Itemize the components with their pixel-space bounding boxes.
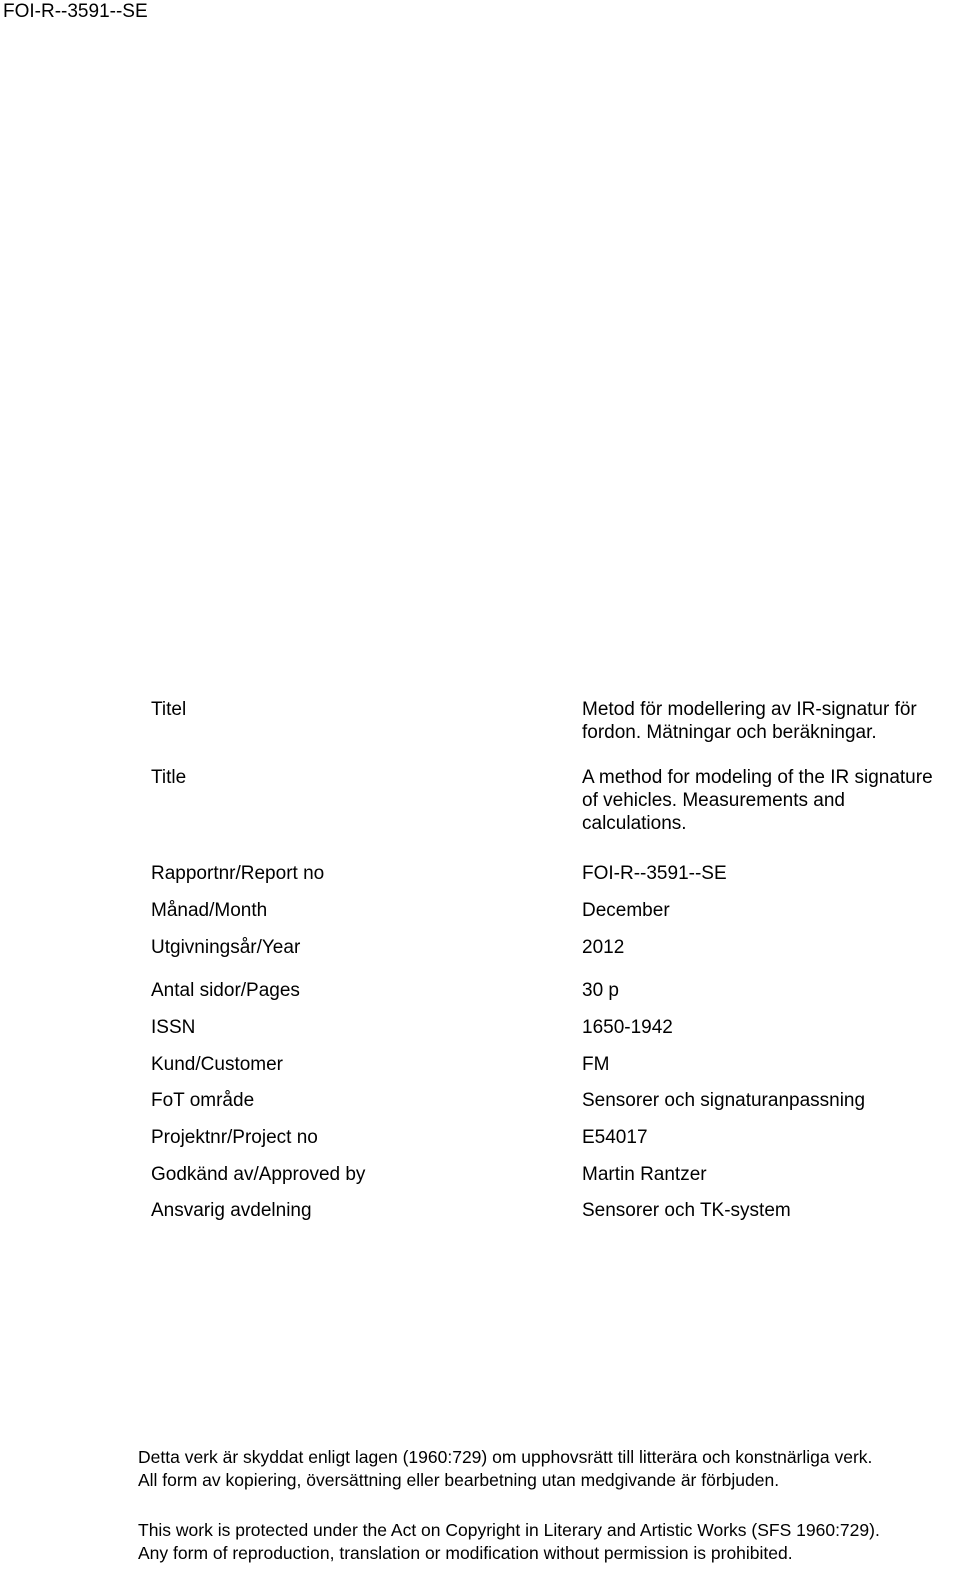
metadata-value: FOI-R--3591--SE <box>582 863 727 884</box>
metadata-label: Titel <box>151 699 187 720</box>
metadata-label: ISSN <box>151 1017 196 1038</box>
metadata-value: A method for modeling of the IR signature of vehicles. Measurements and calculations. <box>582 767 933 834</box>
metadata-value: 2012 <box>582 937 625 958</box>
copyright-text-line: All form av kopiering, översättning eller bearbetning utan medgivande är förbjuden. <box>138 1470 780 1490</box>
metadata-value: FM <box>582 1054 610 1075</box>
metadata-label: Projektnr/Project no <box>151 1127 318 1148</box>
metadata-value: Sensorer och TK-system <box>582 1200 791 1221</box>
metadata-label: Ansvarig avdelning <box>151 1200 312 1221</box>
metadata-value: 30 p <box>582 980 619 1001</box>
metadata-label: Godkänd av/Approved by <box>151 1164 366 1185</box>
copyright-notice-english <box>138 1519 956 1565</box>
copyright-text-line: This work is protected under the Act on Copyright in Literary and Artistic Works (SFS 1960:729). <box>138 1520 880 1540</box>
metadata-label: FoT område <box>151 1090 255 1111</box>
report-id-header: FOI-R--3591--SE <box>3 1 148 22</box>
metadata-value: Martin Rantzer <box>582 1164 707 1185</box>
metadata-label: Kund/Customer <box>151 1054 284 1075</box>
copyright-text-line: Any form of reproduction, translation or modification without permission is prohibited. <box>138 1543 793 1563</box>
copyright-notice-swedish <box>138 1446 956 1492</box>
metadata-label: Rapportnr/Report no <box>151 863 325 884</box>
metadata-label: Månad/Month <box>151 900 268 921</box>
metadata-value: E54017 <box>582 1127 648 1148</box>
metadata-label: Antal sidor/Pages <box>151 980 300 1001</box>
copyright-text-line: Detta verk är skyddat enligt lagen (1960:729) om upphovsrätt till litterära och konstnärliga verk. <box>138 1447 873 1467</box>
metadata-value: Sensorer och signaturanpassning <box>582 1090 866 1111</box>
metadata-label: Utgivningsår/Year <box>151 937 301 958</box>
metadata-label: Title <box>151 767 187 788</box>
metadata-value: Metod för modellering av IR-signatur för fordon. Mätningar och beräkningar. <box>582 699 917 743</box>
metadata-value: December <box>582 900 670 921</box>
metadata-value: 1650-1942 <box>582 1017 673 1038</box>
